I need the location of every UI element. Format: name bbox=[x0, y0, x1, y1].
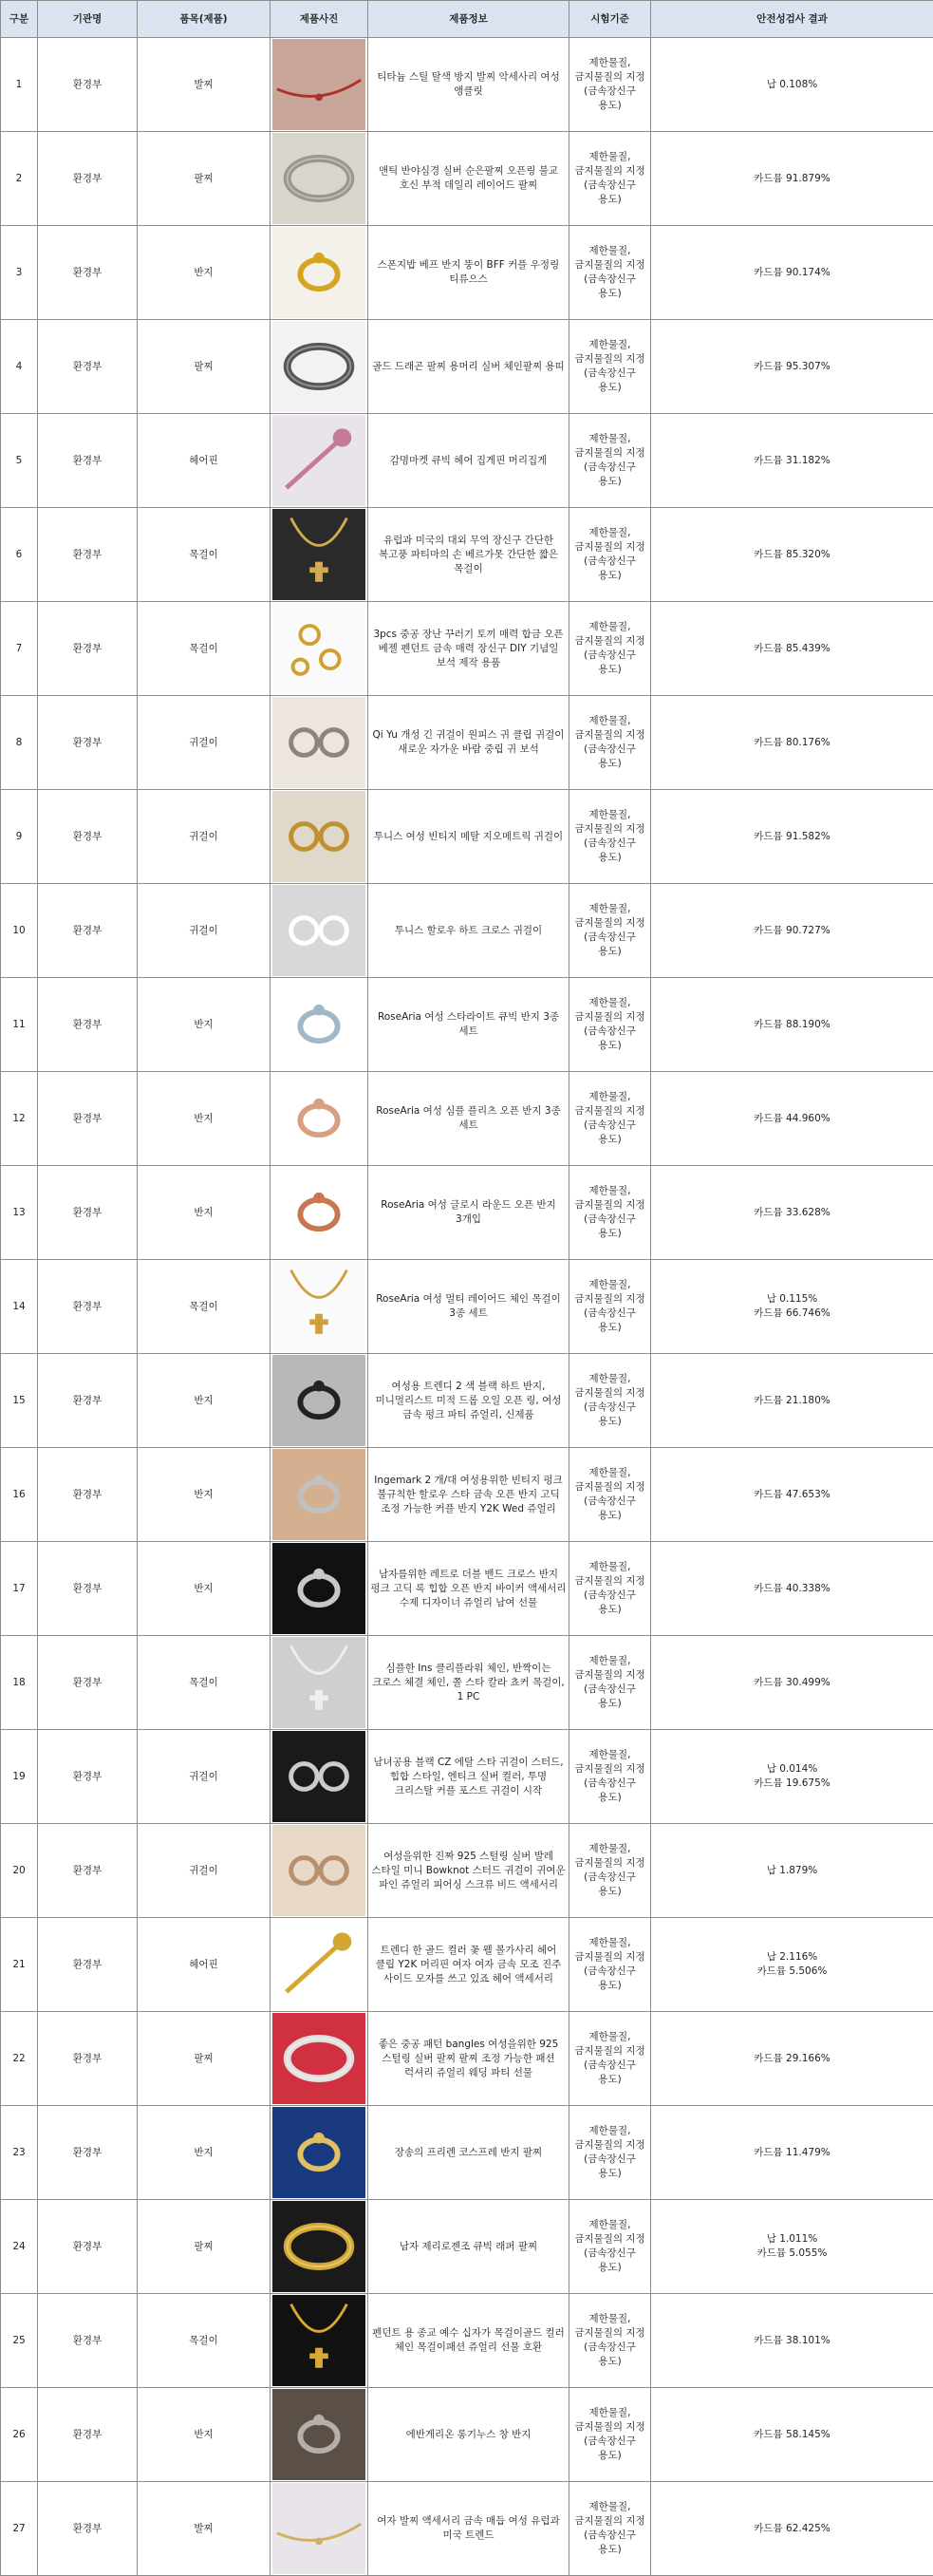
earring-photo bbox=[272, 697, 365, 788]
photo-cell bbox=[271, 1448, 368, 1542]
row-number: 6 bbox=[1, 508, 38, 602]
earring-photo bbox=[272, 791, 365, 882]
product-info-cell: Ingemark 2 개/대 여성용위한 빈티지 펑크 불규칙한 할로우 스타 금속 오픈 반지 고딕 조정 가능한 커플 반지 Y2K Wed 쥬얼리 bbox=[368, 1448, 569, 1542]
photo-cell bbox=[271, 2388, 368, 2482]
result-cell bbox=[651, 2294, 933, 2388]
header-info: 제품정보 bbox=[368, 1, 569, 38]
necklace-photo bbox=[272, 1637, 365, 1728]
photo-cell bbox=[271, 414, 368, 508]
earring-photo bbox=[272, 1825, 365, 1916]
product-info-cell: 남자를위한 레트로 더블 밴드 크로스 반지 펑크 고딕 록 힙합 오픈 반지 바이커 액세서리 수제 디자이너 쥬얼리 남여 선물 bbox=[368, 1542, 569, 1636]
row-number: 25 bbox=[1, 2294, 38, 2388]
item-cell: 목걸이 bbox=[138, 508, 271, 602]
test-standard-cell: 제한물질,금지물질의 지정(금속장신구 용도) bbox=[569, 2106, 651, 2200]
result-cell bbox=[651, 1730, 933, 1824]
table-row bbox=[1, 1824, 933, 1918]
table-row bbox=[1, 132, 933, 226]
result-value: 카드뮴 90.727% bbox=[754, 924, 830, 936]
product-info-cell: 남녀공용 블랙 CZ 에탈 스타 귀걸이 스터드, 힙합 스타일, 엔티크 실버 컬러, 투명 크리스탈 커플 포스트 귀걸이 시작 bbox=[368, 1730, 569, 1824]
photo-cell bbox=[271, 1542, 368, 1636]
header-photo: 제품사진 bbox=[271, 1, 368, 38]
agency-cell: 환경부 bbox=[38, 2294, 138, 2388]
agency-cell: 환경부 bbox=[38, 1636, 138, 1730]
product-info-cell: RoseAria 여성 스타라이트 큐빅 반지 3종 세트 bbox=[368, 978, 569, 1072]
result-cell bbox=[651, 1072, 933, 1166]
test-standard-cell: 제한물질,금지물질의 지정(금속장신구 용도) bbox=[569, 790, 651, 884]
product-info-cell: 유럽과 미국의 대외 무역 장신구 간단한 복고풍 파티마의 손 베르가못 간단한 짧은 목걸이 bbox=[368, 508, 569, 602]
result-value: 카드뮴 85.320% bbox=[754, 548, 830, 560]
earring-photo bbox=[272, 1731, 365, 1822]
result-value: 카드뮴 90.174% bbox=[754, 266, 830, 278]
product-info-cell: 티타늄 스틸 탈색 방지 발찌 악세사리 여성 앵클릿 bbox=[368, 38, 569, 132]
product-info-cell: 여성을위한 진짜 925 스털링 실버 발레 스타일 미니 Bowknot 스터드 귀걸이 귀여운 파인 쥬얼리 피어싱 스크류 비드 액세서리 bbox=[368, 1824, 569, 1918]
table-row bbox=[1, 1354, 933, 1448]
product-info-cell: 골드 드래곤 팔찌 용머리 실버 체인팔찌 용띠 bbox=[368, 320, 569, 414]
result-cell bbox=[651, 1824, 933, 1918]
result-cell bbox=[651, 1542, 933, 1636]
result-value: 납 0.014% bbox=[766, 1763, 818, 1775]
product-info-cell: 심플한 Ins 클리플라워 체인, 반짝이는 크로스 체결 체인, 쫄 스타 칼라 쵸커 목걸이, 1 PC bbox=[368, 1636, 569, 1730]
result-value: 카드뮴 38.101% bbox=[754, 2334, 830, 2346]
item-cell: 발찌 bbox=[138, 38, 271, 132]
header-no: 구분 bbox=[1, 1, 38, 38]
test-standard-cell: 제한물질,금지물질의 지정(금속장신구 용도) bbox=[569, 1730, 651, 1824]
row-number: 12 bbox=[1, 1072, 38, 1166]
result-cell bbox=[651, 1354, 933, 1448]
row-number: 3 bbox=[1, 226, 38, 320]
result-value: 카드뮴 31.182% bbox=[754, 454, 830, 466]
table-row bbox=[1, 2388, 933, 2482]
ring-photo bbox=[272, 1073, 365, 1164]
product-info-cell: 투니스 할로우 하트 크로스 귀걸이 bbox=[368, 884, 569, 978]
row-number: 17 bbox=[1, 1542, 38, 1636]
test-standard-cell: 제한물질,금지물질의 지정(금속장신구 용도) bbox=[569, 1636, 651, 1730]
row-number: 9 bbox=[1, 790, 38, 884]
row-number: 18 bbox=[1, 1636, 38, 1730]
test-standard-cell: 제한물질,금지물질의 지정(금속장신구 용도) bbox=[569, 978, 651, 1072]
row-number: 1 bbox=[1, 38, 38, 132]
agency-cell: 환경부 bbox=[38, 508, 138, 602]
table-row bbox=[1, 320, 933, 414]
agency-cell: 환경부 bbox=[38, 2388, 138, 2482]
result-value: 카드뮴 85.439% bbox=[754, 642, 830, 654]
item-cell: 팔찌 bbox=[138, 2200, 271, 2294]
row-number: 11 bbox=[1, 978, 38, 1072]
row-number: 19 bbox=[1, 1730, 38, 1824]
test-standard-cell: 제한물질,금지물질의 지정(금속장신구 용도) bbox=[569, 696, 651, 790]
photo-cell bbox=[271, 1072, 368, 1166]
product-info-cell: 에반게리온 롱기누스 창 반지 bbox=[368, 2388, 569, 2482]
row-number: 20 bbox=[1, 1824, 38, 1918]
row-number: 10 bbox=[1, 884, 38, 978]
test-standard-cell: 제한물질,금지물질의 지정(금속장신구 용도) bbox=[569, 1354, 651, 1448]
product-info-cell: 펜던트 용 종교 예수 십자가 목걸이골드 컬러 체인 목걸이패션 쥬얼리 선물 호환 bbox=[368, 2294, 569, 2388]
product-info-cell: 남자 제리로젠조 큐빅 래퍼 팔찌 bbox=[368, 2200, 569, 2294]
row-number: 27 bbox=[1, 2482, 38, 2576]
result-value: 카드뮴 30.499% bbox=[754, 1676, 830, 1688]
row-number: 5 bbox=[1, 414, 38, 508]
item-cell: 반지 bbox=[138, 1072, 271, 1166]
row-number: 14 bbox=[1, 1260, 38, 1354]
table-row bbox=[1, 1448, 933, 1542]
result-value: 카드뮴 5.055% bbox=[756, 2247, 828, 2259]
table-row bbox=[1, 2294, 933, 2388]
table-body bbox=[1, 38, 933, 2576]
table-row bbox=[1, 2106, 933, 2200]
test-standard-cell: 제한물질,금지물질의 지정(금속장신구 용도) bbox=[569, 1260, 651, 1354]
item-cell: 반지 bbox=[138, 2106, 271, 2200]
result-value: 납 0.115% bbox=[766, 1293, 818, 1305]
anklet-photo bbox=[272, 39, 365, 130]
item-cell: 팔찌 bbox=[138, 320, 271, 414]
photo-cell bbox=[271, 1260, 368, 1354]
photo-cell bbox=[271, 2106, 368, 2200]
result-cell bbox=[651, 414, 933, 508]
photo-cell bbox=[271, 790, 368, 884]
table-header bbox=[1, 1, 933, 38]
result-value: 카드뮴 91.582% bbox=[754, 830, 830, 842]
ring-photo bbox=[272, 2389, 365, 2480]
result-cell bbox=[651, 1260, 933, 1354]
agency-cell: 환경부 bbox=[38, 226, 138, 320]
result-cell bbox=[651, 320, 933, 414]
result-value: 납 1.011% bbox=[766, 2233, 818, 2245]
test-standard-cell: 제한물질,금지물질의 지정(금속장신구 용도) bbox=[569, 602, 651, 696]
result-value: 카드뮴 5.506% bbox=[756, 1965, 828, 1977]
test-standard-cell: 제한물질,금지물질의 지정(금속장신구 용도) bbox=[569, 2012, 651, 2106]
table-row bbox=[1, 790, 933, 884]
item-cell: 귀걸이 bbox=[138, 1824, 271, 1918]
photo-cell bbox=[271, 1730, 368, 1824]
table-row bbox=[1, 1918, 933, 2012]
product-info-cell: 여자 발찌 액세서리 금속 매듭 여성 유럽과 미국 트렌드 bbox=[368, 2482, 569, 2576]
agency-cell: 환경부 bbox=[38, 790, 138, 884]
table-row bbox=[1, 602, 933, 696]
agency-cell: 환경부 bbox=[38, 1166, 138, 1260]
result-cell bbox=[651, 2106, 933, 2200]
agency-cell: 환경부 bbox=[38, 1448, 138, 1542]
agency-cell: 환경부 bbox=[38, 978, 138, 1072]
result-value: 카드뮴 58.145% bbox=[754, 2428, 830, 2440]
item-cell: 목걸이 bbox=[138, 602, 271, 696]
anklet-photo bbox=[272, 2483, 365, 2574]
item-cell: 반지 bbox=[138, 1542, 271, 1636]
bracelet-photo bbox=[272, 321, 365, 412]
result-value: 카드뮴 95.307% bbox=[754, 360, 830, 372]
item-cell: 귀걸이 bbox=[138, 884, 271, 978]
ring-photo bbox=[272, 2107, 365, 2198]
result-cell bbox=[651, 1166, 933, 1260]
photo-cell bbox=[271, 1636, 368, 1730]
result-cell bbox=[651, 226, 933, 320]
test-standard-cell: 제한물질,금지물질의 지정(금속장신구 용도) bbox=[569, 2482, 651, 2576]
photo-cell bbox=[271, 2482, 368, 2576]
row-number: 23 bbox=[1, 2106, 38, 2200]
item-cell: 목걸이 bbox=[138, 1260, 271, 1354]
photo-cell bbox=[271, 2200, 368, 2294]
result-value: 카드뮴 80.176% bbox=[754, 736, 830, 748]
test-standard-cell: 제한물질,금지물질의 지정(금속장신구 용도) bbox=[569, 1166, 651, 1260]
photo-cell bbox=[271, 1354, 368, 1448]
result-value: 카드뮴 19.675% bbox=[754, 1777, 830, 1789]
agency-cell: 환경부 bbox=[38, 1260, 138, 1354]
product-info-cell: 좋은 중공 패턴 bangles 여성을위한 925 스털링 실버 팔찌 팔찌 조정 가능한 패션 럭셔리 쥬얼리 웨딩 파티 선물 bbox=[368, 2012, 569, 2106]
result-cell bbox=[651, 2388, 933, 2482]
table-row bbox=[1, 978, 933, 1072]
photo-cell bbox=[271, 226, 368, 320]
result-cell bbox=[651, 790, 933, 884]
agency-cell: 환경부 bbox=[38, 2482, 138, 2576]
row-number: 8 bbox=[1, 696, 38, 790]
test-standard-cell: 제한물질,금지물질의 지정(금속장신구 용도) bbox=[569, 1824, 651, 1918]
header-result: 안전성검사 결과 bbox=[651, 1, 933, 38]
result-value: 카드뮴 62.425% bbox=[754, 2522, 830, 2534]
agency-cell: 환경부 bbox=[38, 1730, 138, 1824]
product-info-cell: RoseAria 여성 글로시 라운드 오픈 반지 3개입 bbox=[368, 1166, 569, 1260]
item-cell: 헤어핀 bbox=[138, 414, 271, 508]
result-cell bbox=[651, 978, 933, 1072]
test-standard-cell: 제한물질,금지물질의 지정(금속장신구 용도) bbox=[569, 508, 651, 602]
hairpin-photo bbox=[272, 415, 365, 506]
item-cell: 반지 bbox=[138, 1354, 271, 1448]
table-row bbox=[1, 1542, 933, 1636]
photo-cell bbox=[271, 1166, 368, 1260]
row-number: 4 bbox=[1, 320, 38, 414]
bracelet-photo bbox=[272, 2201, 365, 2292]
row-number: 21 bbox=[1, 1918, 38, 2012]
photo-cell bbox=[271, 884, 368, 978]
ring-photo bbox=[272, 1449, 365, 1540]
result-value: 카드뮴 11.479% bbox=[754, 2146, 830, 2158]
table-row bbox=[1, 2200, 933, 2294]
result-cell bbox=[651, 2200, 933, 2294]
result-cell bbox=[651, 38, 933, 132]
table-row bbox=[1, 226, 933, 320]
row-number: 16 bbox=[1, 1448, 38, 1542]
result-value: 카드뮴 40.338% bbox=[754, 1582, 830, 1594]
result-value: 납 2.116% bbox=[766, 1951, 818, 1963]
header-agency: 기관명 bbox=[38, 1, 138, 38]
agency-cell: 환경부 bbox=[38, 1542, 138, 1636]
result-value: 카드뮴 44.960% bbox=[754, 1112, 830, 1124]
table-row bbox=[1, 1072, 933, 1166]
photo-cell bbox=[271, 508, 368, 602]
product-info-cell: 트렌디 한 골드 컬러 꽃 웰 볼가사리 헤어 클립 Y2K 머리핀 여자 여자 금속 모조 진주 사이드 모자를 쓰고 있죠 헤어 액세서리 bbox=[368, 1918, 569, 2012]
table-row bbox=[1, 884, 933, 978]
test-standard-cell: 제한물질,금지물질의 지정(금속장신구 용도) bbox=[569, 2200, 651, 2294]
necklace-photo bbox=[272, 2295, 365, 2386]
result-cell bbox=[651, 1448, 933, 1542]
table-row bbox=[1, 2482, 933, 2576]
item-cell: 귀걸이 bbox=[138, 696, 271, 790]
result-cell bbox=[651, 1918, 933, 2012]
item-cell: 팔찌 bbox=[138, 132, 271, 226]
result-value: 납 1.879% bbox=[766, 1864, 818, 1876]
result-value: 카드뮴 88.190% bbox=[754, 1018, 830, 1030]
test-standard-cell: 제한물질,금지물질의 지정(금속장신구 용도) bbox=[569, 884, 651, 978]
product-info-cell: 여성용 트렌디 2 색 블랙 하트 반지, 미니멀리스트 미적 드롭 오일 오픈 링, 여성 금속 펑크 파티 쥬얼리, 신제품 bbox=[368, 1354, 569, 1448]
photo-cell bbox=[271, 2012, 368, 2106]
item-cell: 목걸이 bbox=[138, 1636, 271, 1730]
agency-cell: 환경부 bbox=[38, 1918, 138, 2012]
result-value: 카드뮴 33.628% bbox=[754, 1206, 830, 1218]
table-row bbox=[1, 696, 933, 790]
result-value: 카드뮴 21.180% bbox=[754, 1394, 830, 1406]
product-info-cell: 스폰지밥 베프 반지 뚱이 BFF 커플 우정링 티류으스 bbox=[368, 226, 569, 320]
photo-cell bbox=[271, 1918, 368, 2012]
agency-cell: 환경부 bbox=[38, 414, 138, 508]
ring-photo bbox=[272, 1167, 365, 1258]
product-info-cell: RoseAria 여성 멀티 레이어드 체인 목걸이 3종 세트 bbox=[368, 1260, 569, 1354]
photo-cell bbox=[271, 38, 368, 132]
hairpin-photo bbox=[272, 1919, 365, 2010]
result-value: 카드뮴 47.653% bbox=[754, 1488, 830, 1500]
product-info-cell: 감명마켓 큐빅 헤어 집게핀 머리집게 bbox=[368, 414, 569, 508]
row-number: 2 bbox=[1, 132, 38, 226]
photo-cell bbox=[271, 602, 368, 696]
item-cell: 반지 bbox=[138, 1166, 271, 1260]
necklace-photo bbox=[272, 509, 365, 600]
item-cell: 귀걸이 bbox=[138, 1730, 271, 1824]
test-standard-cell: 제한물질,금지물질의 지정(금속장신구 용도) bbox=[569, 414, 651, 508]
agency-cell: 환경부 bbox=[38, 602, 138, 696]
item-cell: 반지 bbox=[138, 226, 271, 320]
row-number: 22 bbox=[1, 2012, 38, 2106]
test-standard-cell: 제한물질,금지물질의 지정(금속장신구 용도) bbox=[569, 2388, 651, 2482]
result-cell bbox=[651, 2482, 933, 2576]
photo-cell bbox=[271, 132, 368, 226]
item-cell: 팔찌 bbox=[138, 2012, 271, 2106]
ring-photo bbox=[272, 1543, 365, 1634]
table-row bbox=[1, 38, 933, 132]
ring-photo bbox=[272, 1355, 365, 1446]
agency-cell: 환경부 bbox=[38, 696, 138, 790]
table-row bbox=[1, 1166, 933, 1260]
bracelet-photo bbox=[272, 2013, 365, 2104]
item-cell: 헤어핀 bbox=[138, 1918, 271, 2012]
item-cell: 발찌 bbox=[138, 2482, 271, 2576]
row-number: 24 bbox=[1, 2200, 38, 2294]
table-row bbox=[1, 1260, 933, 1354]
photo-cell bbox=[271, 2294, 368, 2388]
test-standard-cell: 제한물질,금지물질의 지정(금속장신구 용도) bbox=[569, 2294, 651, 2388]
item-cell: 귀걸이 bbox=[138, 790, 271, 884]
item-cell: 반지 bbox=[138, 978, 271, 1072]
test-standard-cell: 제한물질,금지물질의 지정(금속장신구 용도) bbox=[569, 226, 651, 320]
test-standard-cell: 제한물질,금지물질의 지정(금속장신구 용도) bbox=[569, 1542, 651, 1636]
ring-photo bbox=[272, 979, 365, 1070]
item-cell: 목걸이 bbox=[138, 2294, 271, 2388]
bracelet-photo bbox=[272, 133, 365, 224]
ring-photo bbox=[272, 227, 365, 318]
table-row bbox=[1, 508, 933, 602]
agency-cell: 환경부 bbox=[38, 1824, 138, 1918]
agency-cell: 환경부 bbox=[38, 320, 138, 414]
table-row bbox=[1, 1636, 933, 1730]
result-cell bbox=[651, 884, 933, 978]
test-standard-cell: 제한물질,금지물질의 지정(금속장신구 용도) bbox=[569, 1072, 651, 1166]
photo-cell bbox=[271, 696, 368, 790]
agency-cell: 환경부 bbox=[38, 38, 138, 132]
agency-cell: 환경부 bbox=[38, 132, 138, 226]
result-cell bbox=[651, 1636, 933, 1730]
product-info-cell: RoseAria 여성 심플 플리츠 오픈 반지 3종 세트 bbox=[368, 1072, 569, 1166]
necklace-photo bbox=[272, 1261, 365, 1352]
row-number: 15 bbox=[1, 1354, 38, 1448]
table-row bbox=[1, 414, 933, 508]
result-value: 납 0.108% bbox=[766, 78, 818, 90]
result-value: 카드뮴 29.166% bbox=[754, 2052, 830, 2064]
item-cell: 반지 bbox=[138, 2388, 271, 2482]
table-row bbox=[1, 1730, 933, 1824]
header-standard: 시험기준 bbox=[569, 1, 651, 38]
test-standard-cell: 제한물질,금지물질의 지정(금속장신구 용도) bbox=[569, 320, 651, 414]
result-cell bbox=[651, 602, 933, 696]
product-info-cell: 3pcs 중공 장난 꾸러기 토끼 매력 합금 오픈 베젤 펜던트 금속 매력 장신구 DIY 기념일 보석 제작 용품 bbox=[368, 602, 569, 696]
result-cell bbox=[651, 696, 933, 790]
test-standard-cell: 제한물질,금지물질의 지정(금속장신구 용도) bbox=[569, 1448, 651, 1542]
test-standard-cell: 제한물질,금지물질의 지정(금속장신구 용도) bbox=[569, 38, 651, 132]
agency-cell: 환경부 bbox=[38, 884, 138, 978]
agency-cell: 환경부 bbox=[38, 1072, 138, 1166]
result-cell bbox=[651, 132, 933, 226]
pendant-photo bbox=[272, 603, 365, 694]
photo-cell bbox=[271, 978, 368, 1072]
result-value: 카드뮴 91.879% bbox=[754, 172, 830, 184]
row-number: 7 bbox=[1, 602, 38, 696]
agency-cell: 환경부 bbox=[38, 2200, 138, 2294]
photo-cell bbox=[271, 320, 368, 414]
product-info-cell: 투니스 여성 빈티지 메탈 지오메트릭 귀걸이 bbox=[368, 790, 569, 884]
test-standard-cell: 제한물질,금지물질의 지정(금속장신구 용도) bbox=[569, 132, 651, 226]
product-info-cell: 장송의 프리렌 코스프레 반지 팔찌 bbox=[368, 2106, 569, 2200]
item-cell: 반지 bbox=[138, 1448, 271, 1542]
table-row bbox=[1, 2012, 933, 2106]
agency-cell: 환경부 bbox=[38, 1354, 138, 1448]
agency-cell: 환경부 bbox=[38, 2106, 138, 2200]
earring-photo bbox=[272, 885, 365, 976]
photo-cell bbox=[271, 1824, 368, 1918]
agency-cell: 환경부 bbox=[38, 2012, 138, 2106]
row-number: 26 bbox=[1, 2388, 38, 2482]
product-info-cell: 앤틱 반야심경 실버 순은팔찌 오픈링 불교 호신 부적 데일리 레이어드 팔찌 bbox=[368, 132, 569, 226]
product-info-cell: Qi Yu 개성 긴 귀걸이 원피스 귀 클립 귀걸이 새로운 자가운 바람 중립 귀 보석 bbox=[368, 696, 569, 790]
result-cell bbox=[651, 2012, 933, 2106]
result-value: 카드뮴 66.746% bbox=[754, 1307, 830, 1319]
result-cell bbox=[651, 508, 933, 602]
header-item: 품목(제품) bbox=[138, 1, 271, 38]
test-standard-cell: 제한물질,금지물질의 지정(금속장신구 용도) bbox=[569, 1918, 651, 2012]
row-number: 13 bbox=[1, 1166, 38, 1260]
